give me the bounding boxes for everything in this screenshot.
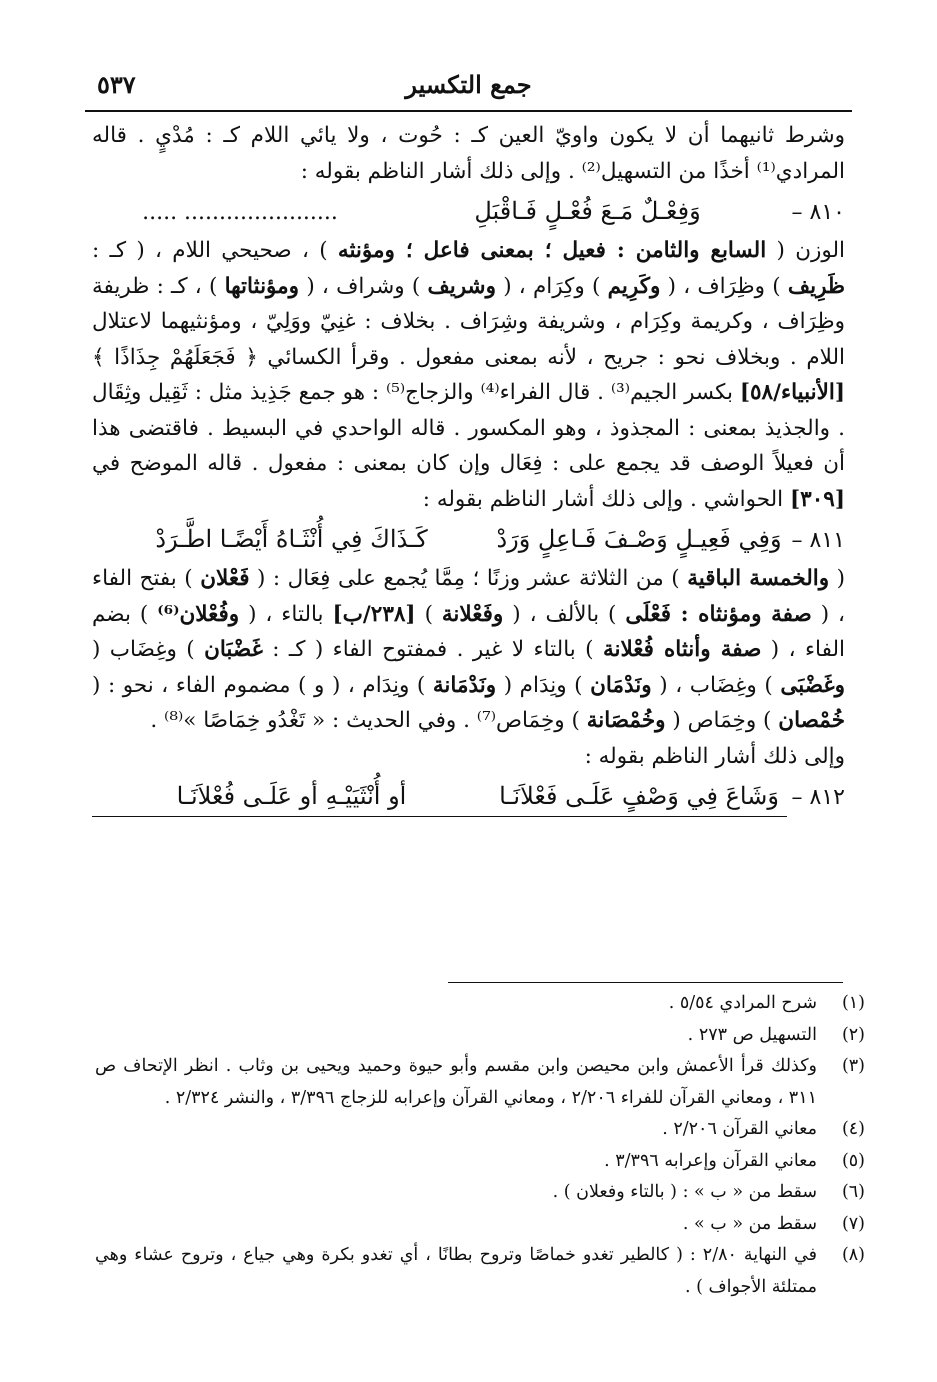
footnote-number: (٢) [841, 1024, 865, 1045]
bold-term: صفة ومؤنثاه : فَعْلَى [625, 601, 812, 627]
bold-term: وشريف [427, 273, 496, 299]
bold-term: ومؤنثاتها [224, 273, 300, 299]
footnote-rule [448, 982, 843, 983]
quran-reference: [الأنبياء/٥٨] [739, 380, 845, 405]
paragraph-3 [92, 561, 845, 739]
text-run: ) ، كـ : ظريفة وظِرَاف ، وكريمة وكِرَام ، وشريفة وشِرَاف . بخلاف : غنِيّ ووَلِيّ ، ومؤنثيهما لاعتلال اللام . وبخلاف نحو : جريح ، لأنه بمعنى مفعول . وقرأ الكسائي ﴿ فَجَعَلَهُمْ جِذَاذًا ﴾ [92, 273, 845, 370]
text-run: الحواشي . وإلى ذلك أشار الناظم بقوله : [422, 486, 784, 512]
text-run: ) ، صحيحي اللام ، ( كـ : [92, 238, 328, 263]
footnotes [95, 988, 865, 1303]
footnote-number: (٨) [841, 1245, 865, 1265]
text-run: الوزن ( [776, 238, 846, 263]
text-run: ) وغِضَاب ، ( [659, 672, 773, 698]
bold-term: ظَرِيف [787, 273, 846, 299]
text-run: ) بالتاء لا غير . فمفتوح الفاء ( كـ : [272, 637, 594, 662]
footnote-number: (٥) [841, 1150, 865, 1171]
bold-term: غَضْبَان [204, 637, 263, 662]
footnote [95, 1177, 865, 1209]
footnote-number: (١) [841, 993, 865, 1013]
verse-second-hemistich: كَـذَاكَ فِي أُنْثَـاهُ أَيْضًـا اطَّـرَدْ [155, 525, 428, 553]
page-header [85, 68, 852, 108]
text-run: ) ونِدَام ، ( و ) مضموم الفاء ، نحو : ( [92, 672, 426, 698]
verse-second-hemistich: ...................... ..... [142, 200, 338, 225]
text-run: ) وخِمَاص ( [672, 708, 772, 733]
bold-term: ونَدْمَان [590, 672, 652, 698]
footnote [95, 988, 865, 1020]
footnote-number: (٤) [841, 1119, 865, 1139]
bold-term: صفة وأنثاه فُعْلانة [602, 637, 762, 662]
paragraph-4: وإلى ذلك أشار الناظم بقوله : [584, 743, 845, 769]
bold-term: وفُعْلان⁽⁶⁾ [157, 601, 240, 627]
footnote [95, 1051, 865, 1114]
page-number: ٥٣٧ [97, 70, 136, 99]
verse-first-hemistich: وَشَاعَ فِي وَصْفٍ عَلَـى فَعْلاَنَـا [491, 776, 787, 817]
manuscript-folio-marker: [٢٣٨/ب] [332, 601, 416, 627]
verse-number: ٨١٢ – [791, 785, 845, 810]
bold-term: وكَرِيم [607, 273, 661, 299]
text-run: ) وكِرَام ، ( [503, 273, 601, 299]
bold-term: وخُمْصَانة [586, 708, 666, 733]
footnote [95, 1240, 865, 1303]
verse-810 [92, 191, 845, 231]
verse-number: ٨١١ – [791, 528, 845, 553]
bold-term: وغَضْبَى [780, 672, 845, 698]
paragraph-1: وشرط ثانيهما أن لا يكون واويّ العين كـ : حُوت ، ولا يائي اللام كـ : مُدْيٍ . قاله المرادي⁽¹⁾ أخذًا من التسهيل⁽²⁾ . وإلى ذلك أشار الناظم بقوله : [92, 123, 845, 184]
main-text [92, 118, 845, 818]
header-rule [85, 110, 852, 112]
footnote-text: معاني القرآن ٢/٢٠٦ . [662, 1119, 817, 1139]
footnote-text: سقط من « ب » . [682, 1213, 817, 1234]
footnote-number: (٦) [841, 1182, 865, 1202]
text-run: ) بضم الفاء ، ( [92, 601, 846, 662]
text-run: ) وظِرَاف ، ( [667, 273, 781, 299]
footnote [95, 1209, 865, 1241]
text-run: ) بفتح الفاء ، ( [92, 566, 845, 627]
footnote-text: في النهاية ٢/٨٠ : ( كالطير تغدو خماصًا وتروح بطانًا ، أي تغدو بكرة وهي جياع ، وتروح عشاء وهي ممتلئة الأجواف ) . [95, 1245, 817, 1297]
verse-number: ٨١٠ – [791, 200, 845, 225]
bold-term: فَعْلان [200, 566, 250, 591]
text-run: بالتاء ، ( [248, 601, 324, 627]
footnote-number: (٣) [841, 1056, 865, 1076]
text-run: ) وخِمَاص⁽⁷⁾ . وفي الحديث : « تَغْدُو خِمَاصًا »⁽⁸⁾ . [150, 708, 580, 733]
footnote-text: شرح المرادي ٥/٥٤ . [668, 993, 817, 1013]
bold-term: السابع والثامن : فعيل ؛ بمعنى فاعل ؛ ومؤنثه [337, 238, 767, 263]
verse-812 [92, 776, 845, 816]
running-title: جمع التكسير [405, 70, 532, 99]
text-run: ) ونِدَام ( [503, 672, 583, 698]
footnote-text: سقط من « ب » : ( بالتاء وفعلان ) . [552, 1182, 817, 1202]
bold-term: خُمْصان [778, 708, 845, 733]
text-run: ) من الثلاثة عشر وزنًا ؛ مِمَّا يُجمع على فِعَال : ( [257, 566, 680, 591]
text-run: ( [836, 566, 846, 591]
footnote [95, 1020, 865, 1052]
verse-second-hemistich: أو أُنْثَيَيْـهِ أو عَلَـى فُعْلاَنَـا [92, 776, 491, 817]
text-run: ) وشراف ، ( [306, 273, 421, 299]
footnote-text: معاني القرآن وإعرابه ٣/٣٩٦ . [604, 1150, 817, 1171]
text-run: ) [424, 601, 433, 627]
footnote [95, 1114, 865, 1146]
paragraph-2 [92, 233, 845, 517]
text-run: بكسر الجيم⁽³⁾ . قال الفراء⁽⁴⁾ والزجاج⁽⁵⁾ : هو جمع جَذِيذ مثل : ثَقِيل وثِقَال . والجذيذ بمعنى : المجذوذ ، وهو المكسور . قاله الواحدي في البسيط . فاقتضى هذا أن فعيلاً الوصف قد يجمع على : فِعَال وإن كان بمعنى : مفعول . قاله الموضح في [92, 380, 845, 476]
bold-term: وفَعْلانة [441, 601, 504, 627]
text-run: ) بالألف ، ( [512, 601, 617, 627]
text-run: ) وغِضَاب ( [92, 637, 195, 662]
verse-811 [92, 519, 845, 559]
verse-first-hemistich: وَفِعْـلٌ مَـعَ فُعْـلٍ فَـاقْبَلِ [474, 197, 701, 225]
footnote-text: وكذلك قرأ الأعمش وابن محيصن وابن مقسم وأبو حيوة وحميد ويحيى بن وثاب . انظر الإتحاف ص ٣١١ ، ومعاني القرآن للفراء ٢/٢٠٦ ، ومعاني القرآن وإعرابه للزجاج ٣/٣٩٦ ، والنشر ٢/٣٢٤ . [95, 1056, 817, 1108]
bold-term: والخمسة الباقية [687, 566, 830, 591]
footnote [95, 1146, 865, 1178]
footnote-number: (٧) [841, 1213, 865, 1234]
bold-term: ونَدْمَانة [432, 672, 497, 698]
verse-first-hemistich: وَفِي فَعِيـلٍ وَصْـفَ فَـاعِلٍ وَرَدْ [496, 525, 782, 553]
footnote-text: التسهيل ص ٢٧٣ . [687, 1024, 817, 1045]
manuscript-folio-marker: [٣٠٩] [789, 486, 845, 512]
